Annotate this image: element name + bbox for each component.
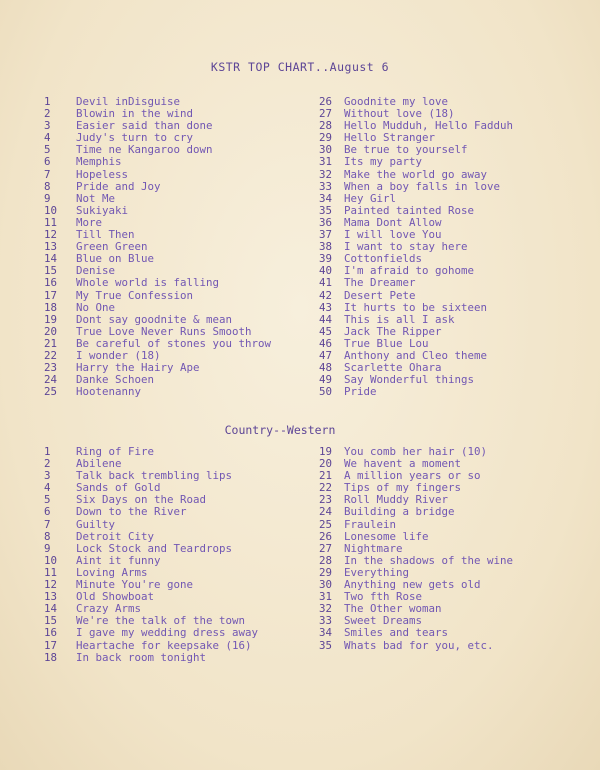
song-title: Lock Stock and Teardrops bbox=[76, 541, 233, 555]
song-title: Six Days on the Road bbox=[76, 493, 207, 507]
song-title: Till Then bbox=[76, 228, 135, 242]
list-item bbox=[308, 374, 513, 386]
rank-number: 11 bbox=[44, 565, 58, 579]
rank-number: 5 bbox=[44, 143, 51, 157]
song-title: Be careful of stones you throw bbox=[76, 336, 272, 350]
song-title: Smiles and tears bbox=[344, 626, 449, 640]
list-item bbox=[308, 640, 513, 652]
rank-number: 1 bbox=[44, 445, 51, 458]
song-title: Anything new gets old bbox=[344, 578, 481, 592]
rank-number: 10 bbox=[44, 203, 58, 217]
rank-number: 2 bbox=[44, 457, 51, 471]
song-title: I gave my wedding dress away bbox=[76, 626, 259, 640]
song-title: Time ne Kangaroo down bbox=[76, 143, 213, 157]
song-title: Whole world is falling bbox=[76, 276, 220, 290]
rank-number: 20 bbox=[318, 457, 332, 471]
list-item bbox=[308, 156, 513, 168]
rank-number: 34 bbox=[318, 626, 332, 640]
list-item bbox=[44, 640, 258, 652]
rank-number: 26 bbox=[318, 529, 332, 543]
rank-number: 9 bbox=[44, 191, 51, 205]
rank-number: 31 bbox=[318, 590, 332, 604]
rank-number: 40 bbox=[318, 264, 332, 278]
song-title: Talk back trembling lips bbox=[76, 469, 233, 483]
rank-number: 6 bbox=[44, 505, 51, 519]
rank-number: 35 bbox=[318, 638, 332, 652]
rank-number: 45 bbox=[318, 324, 332, 338]
song-title: Sweet Dreams bbox=[344, 614, 423, 628]
song-title: Two fth Rose bbox=[344, 590, 423, 604]
song-title: We're the talk of the town bbox=[76, 614, 246, 628]
rank-number: 43 bbox=[318, 300, 332, 314]
rank-number: 14 bbox=[44, 602, 58, 616]
rank-number: 24 bbox=[44, 373, 58, 387]
list-item bbox=[44, 506, 258, 518]
rank-number: 25 bbox=[44, 385, 58, 399]
song-title: I want to stay here bbox=[344, 240, 468, 254]
rank-number: 15 bbox=[44, 614, 58, 628]
rank-number: 30 bbox=[318, 143, 332, 157]
list-item bbox=[44, 169, 271, 181]
rank-number: 18 bbox=[44, 650, 58, 664]
song-title: I'm afraid to gohome bbox=[344, 264, 475, 278]
rank-number: 21 bbox=[318, 469, 332, 483]
song-title: The Dreamer bbox=[344, 276, 416, 290]
list-item bbox=[44, 627, 258, 639]
list-item bbox=[308, 302, 513, 314]
song-title: Not Me bbox=[76, 191, 116, 205]
song-title: Danke Schoen bbox=[76, 373, 155, 387]
rank-number: 47 bbox=[318, 348, 332, 362]
song-title: Jack The Ripper bbox=[344, 324, 442, 338]
pop-list-left bbox=[44, 96, 271, 398]
song-title: Blue on Blue bbox=[76, 252, 155, 266]
rank-number: 17 bbox=[44, 288, 58, 302]
song-title: The Other woman bbox=[344, 602, 442, 616]
rank-number: 4 bbox=[44, 131, 51, 145]
list-item bbox=[44, 386, 271, 398]
song-title: Detroit City bbox=[76, 529, 155, 543]
rank-number: 30 bbox=[318, 578, 332, 592]
song-title: Sands of Gold bbox=[76, 481, 161, 495]
song-title: Hootenanny bbox=[76, 385, 142, 399]
list-item bbox=[44, 519, 258, 531]
rank-number: 39 bbox=[318, 252, 332, 266]
list-item bbox=[44, 277, 271, 289]
cw-list-left bbox=[44, 446, 258, 664]
list-item bbox=[44, 531, 258, 543]
song-title: Down to the River bbox=[76, 505, 187, 519]
song-title: Its my party bbox=[344, 155, 423, 169]
rank-number: 7 bbox=[44, 517, 51, 531]
song-title: Mama Dont Allow bbox=[344, 215, 442, 229]
list-item bbox=[308, 277, 513, 289]
rank-number: 37 bbox=[318, 228, 332, 242]
rank-number: 29 bbox=[318, 131, 332, 145]
song-title: Devil inDisguise bbox=[76, 95, 181, 108]
song-title: In back room tonight bbox=[76, 650, 207, 664]
rank-number: 19 bbox=[318, 445, 332, 458]
rank-number: 8 bbox=[44, 529, 51, 543]
rank-number: 27 bbox=[318, 107, 332, 121]
song-title: Nightmare bbox=[344, 541, 403, 555]
list-item bbox=[44, 156, 271, 168]
song-title: Ring of Fire bbox=[76, 445, 155, 458]
rank-number: 22 bbox=[44, 348, 58, 362]
song-title: Desert Pete bbox=[344, 288, 416, 302]
rank-number: 26 bbox=[318, 95, 332, 108]
rank-number: 44 bbox=[318, 312, 332, 326]
rank-number: 33 bbox=[318, 614, 332, 628]
pop-list-right bbox=[308, 96, 513, 398]
list-item bbox=[44, 302, 271, 314]
list-item bbox=[308, 290, 513, 302]
rank-number: 5 bbox=[44, 493, 51, 507]
rank-number: 38 bbox=[318, 240, 332, 254]
song-title: More bbox=[76, 215, 103, 229]
rank-number: 24 bbox=[318, 505, 332, 519]
song-title: Easier said than done bbox=[76, 119, 213, 133]
list-item bbox=[308, 169, 513, 181]
rank-number: 7 bbox=[44, 167, 51, 181]
song-title: Crazy Arms bbox=[76, 602, 142, 616]
rank-number: 20 bbox=[44, 324, 58, 338]
song-title: Painted tainted Rose bbox=[344, 203, 475, 217]
song-title: True Blue Lou bbox=[344, 336, 429, 350]
list-item bbox=[308, 627, 513, 639]
song-title: In the shadows of the wine bbox=[344, 553, 514, 567]
rank-number: 18 bbox=[44, 300, 58, 314]
song-title: Heartache for keepsake (16) bbox=[76, 638, 252, 652]
cw-list-right bbox=[308, 446, 513, 652]
rank-number: 8 bbox=[44, 179, 51, 193]
rank-number: 1 bbox=[44, 95, 51, 108]
rank-number: 25 bbox=[318, 517, 332, 531]
rank-number: 13 bbox=[44, 590, 58, 604]
song-title: Aint it funny bbox=[76, 553, 161, 567]
song-title: Hello Mudduh, Hello Fadduh bbox=[344, 119, 514, 133]
song-title: Everything bbox=[344, 565, 410, 579]
rank-number: 16 bbox=[44, 626, 58, 640]
song-title: Lonesome life bbox=[344, 529, 429, 543]
rank-number: 3 bbox=[44, 469, 51, 483]
rank-number: 49 bbox=[318, 373, 332, 387]
song-title: Say Wonderful things bbox=[344, 373, 475, 387]
section-title-country-western: Country--Western bbox=[224, 423, 336, 437]
rank-number: 36 bbox=[318, 215, 332, 229]
rank-number: 3 bbox=[44, 119, 51, 133]
song-title: Dont say goodnite & mean bbox=[76, 312, 233, 326]
rank-number: 17 bbox=[44, 638, 58, 652]
song-title: I will love You bbox=[344, 228, 442, 242]
song-title: Old Showboat bbox=[76, 590, 155, 604]
rank-number: 48 bbox=[318, 361, 332, 375]
song-title: Goodnite my love bbox=[344, 95, 449, 108]
rank-number: 42 bbox=[318, 288, 332, 302]
rank-number: 28 bbox=[318, 553, 332, 567]
song-title: Blowin in the wind bbox=[76, 107, 194, 121]
list-item bbox=[44, 652, 258, 664]
song-title: When a boy falls in love bbox=[344, 179, 501, 193]
list-item bbox=[308, 555, 513, 567]
rank-number: 33 bbox=[318, 179, 332, 193]
rank-number: 10 bbox=[44, 553, 58, 567]
rank-number: 15 bbox=[44, 264, 58, 278]
rank-number: 34 bbox=[318, 191, 332, 205]
song-title: Sukiyaki bbox=[76, 203, 129, 217]
song-title: Without love (18) bbox=[344, 107, 455, 121]
rank-number: 41 bbox=[318, 276, 332, 290]
song-title: Denise bbox=[76, 264, 116, 278]
song-title: Guilty bbox=[76, 517, 116, 531]
list-item bbox=[308, 181, 513, 193]
rank-number: 46 bbox=[318, 336, 332, 350]
song-title: Pride and Joy bbox=[76, 179, 161, 193]
song-title: Cottonfields bbox=[344, 252, 423, 266]
song-title: Minute You're gone bbox=[76, 578, 194, 592]
rank-number: 19 bbox=[44, 312, 58, 326]
song-title: Hopeless bbox=[76, 167, 129, 181]
rank-number: 12 bbox=[44, 228, 58, 242]
song-title: Building a bridge bbox=[344, 505, 455, 519]
rank-number: 6 bbox=[44, 155, 51, 169]
list-item bbox=[308, 314, 513, 326]
rank-number: 16 bbox=[44, 276, 58, 290]
song-title: No One bbox=[76, 300, 116, 314]
song-title: Loving Arms bbox=[76, 565, 148, 579]
rank-number: 32 bbox=[318, 167, 332, 181]
song-title: My True Confession bbox=[76, 288, 194, 302]
song-title: Tips of my fingers bbox=[344, 481, 462, 495]
rank-number: 50 bbox=[318, 385, 332, 399]
list-item bbox=[308, 531, 513, 543]
rank-number: 22 bbox=[318, 481, 332, 495]
song-title: This is all I ask bbox=[344, 312, 455, 326]
song-title: True Love Never Runs Smooth bbox=[76, 324, 252, 338]
song-title: Be true to yourself bbox=[344, 143, 468, 157]
rank-number: 35 bbox=[318, 203, 332, 217]
song-title: We havent a moment bbox=[344, 457, 462, 471]
list-item bbox=[308, 519, 513, 531]
song-title: A million years or so bbox=[344, 469, 481, 483]
rank-number: 23 bbox=[318, 493, 332, 507]
list-item bbox=[44, 314, 271, 326]
rank-number: 13 bbox=[44, 240, 58, 254]
rank-number: 14 bbox=[44, 252, 58, 266]
rank-number: 21 bbox=[44, 336, 58, 350]
rank-number: 31 bbox=[318, 155, 332, 169]
rank-number: 27 bbox=[318, 541, 332, 555]
rank-number: 9 bbox=[44, 541, 51, 555]
song-title: Harry the Hairy Ape bbox=[76, 361, 200, 375]
list-item bbox=[44, 181, 271, 193]
song-title: Roll Muddy River bbox=[344, 493, 449, 507]
song-title: Make the world go away bbox=[344, 167, 488, 181]
rank-number: 28 bbox=[318, 119, 332, 133]
song-title: Hey Girl bbox=[344, 191, 397, 205]
song-title: Anthony and Cleo theme bbox=[344, 348, 488, 362]
rank-number: 2 bbox=[44, 107, 51, 121]
page-title: KSTR TOP CHART..August 6 bbox=[210, 60, 390, 74]
song-title: Green Green bbox=[76, 240, 148, 254]
list-item bbox=[44, 290, 271, 302]
song-title: You comb her hair (10) bbox=[344, 445, 488, 458]
song-title: Whats bad for you, etc. bbox=[344, 638, 494, 652]
song-title: Judy's turn to cry bbox=[76, 131, 194, 145]
rank-number: 12 bbox=[44, 578, 58, 592]
song-title: Fraulein bbox=[344, 517, 397, 531]
song-title: Abilene bbox=[76, 457, 122, 471]
song-title: Pride bbox=[344, 385, 377, 399]
song-title: It hurts to be sixteen bbox=[344, 300, 488, 314]
rank-number: 11 bbox=[44, 215, 58, 229]
list-item bbox=[308, 386, 513, 398]
song-title: Scarlette Ohara bbox=[344, 361, 442, 375]
list-item bbox=[308, 506, 513, 518]
rank-number: 29 bbox=[318, 565, 332, 579]
rank-number: 32 bbox=[318, 602, 332, 616]
rank-number: 23 bbox=[44, 361, 58, 375]
rank-number: 4 bbox=[44, 481, 51, 495]
song-title: Hello Stranger bbox=[344, 131, 436, 145]
song-title: Memphis bbox=[76, 155, 122, 169]
song-title: I wonder (18) bbox=[76, 348, 161, 362]
